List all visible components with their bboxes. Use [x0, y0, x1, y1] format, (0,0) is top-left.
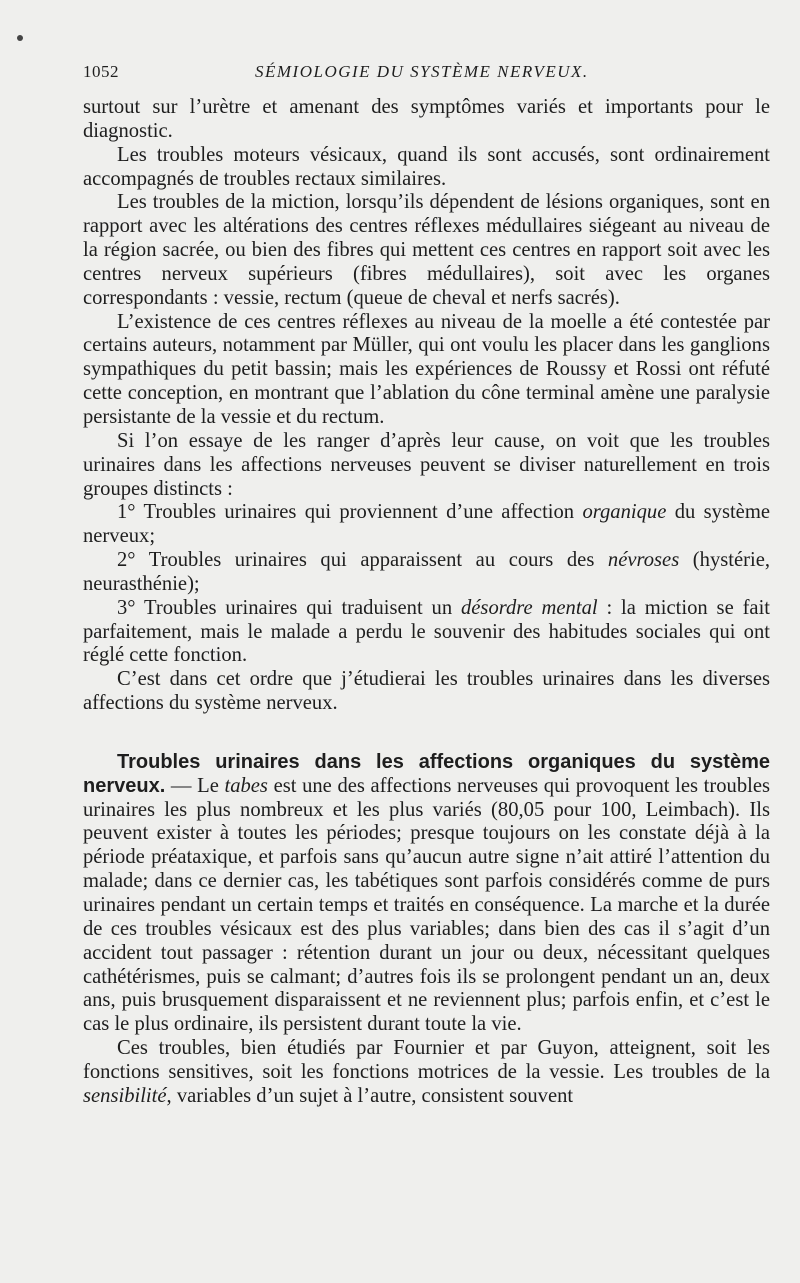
page-number: 1052 [83, 62, 119, 81]
section-paragraph-tabes: Troubles urinaires dans les affections organiques du système nerveux. — Le tabes est une des affections nerveuses qui provoquent les troubles urinaires les plus nombreux et les plus variés (80,05 pour 100, Leimbach). Ils peuvent exister à toutes les périodes; presque toujours on les constate déjà à la période préataxique, et parfois sans qu’aucun autre signe n’ait attiré l’attention du malade; dans ce dernier cas, les tabétiques sont parfois considérés comme de purs urinaires pendant un certain temps et traités en conséquence. La marche et la durée de ces troubles vésicaux est des plus variables; dans bien des cas il s’agit d’un accident tout passager : rétention durant un jour ou deux, nécessitant quelques cathétérismes, puis se calmant; d’autres fois ils se prolongent pendant un an, deux ans, puis brusquement disparaissent et ne reviennent plus; parfois enfin, et c’est le cas le plus ordinaire, ils persistent durant toute la vie. [83, 750, 771, 1036]
emphasis: désordre mental [461, 596, 598, 619]
page-body [83, 96, 770, 1109]
item-number: 1° [117, 501, 136, 524]
paragraph-fournier-guyon: Ces troubles, bien étudiés par Fournier et par Guyon, atteignent, soit les fonctions sensitives, soit les fonctions motrices de la vessie. Les troubles de la sensibilité, variables d’un sujet à l’autre, consistent souvent [83, 1037, 770, 1107]
emphasis: tabes [224, 774, 268, 797]
list-item-desordre-mental: 3° Troubles urinaires qui traduisent un désordre mental : la miction se fait parfaitement, mais le malade a perdu le souvenir des habitudes sociales qui ont réglé cette fonction. [83, 596, 771, 667]
item-number: 2° [117, 549, 136, 572]
paragraph-miction: Les troubles de la miction, lorsqu’ils dépendent de lésions organiques, sont en rapport avec les altérations des centres réflexes médullaires siégeant au niveau de la région sacrée, ou bien des fibres qui mettent ces centres en rapport soit avec les centres nerveux supérieurs (fibres médullaires), soit avec les organes correspondants : vessie, rectum (queue de cheval et nerfs sacrés). [83, 191, 770, 309]
list-item-organique: 1° Troubles urinaires qui proviennent d’une affection organique du système nerveux; [83, 501, 770, 548]
emphasis: névroses [607, 549, 680, 572]
emphasis: organique [582, 501, 667, 524]
emphasis: sensibilité [83, 1084, 167, 1107]
section-spacer [83, 716, 770, 751]
paragraph-moteurs: Les troubles moteurs vésicaux, quand ils sont accusés, sont ordinairement accompagnés de troubles rectaux similaires. [83, 143, 770, 190]
item-number: 3° [117, 596, 136, 619]
ink-speck [17, 35, 23, 41]
paragraph-ordre: C’est dans cet ordre que j’étudierai les troubles urinaires dans les diverses affections du système nerveux. [83, 668, 770, 715]
paragraph-centres-reflexes: L’existence de ces centres réflexes au niveau de la moelle a été contestée par certains auteurs, notamment par Müller, qui ont voulu les placer dans les ganglions sympathiques du petit bassin; mais les expériences de Roussy et Rossi ont réfuté cette conception, en montrant que l’ablation du cône terminal amène une paralysie persistante de la vessie et du rectum. [83, 310, 770, 428]
list-item-nevroses: 2° Troubles urinaires qui apparaissent au cours des névroses (hystérie, neurasthénie); [83, 549, 770, 595]
paragraph-continuation: surtout sur l’urètre et amenant des symptômes variés et importants pour le diagnostic. [83, 96, 770, 142]
paragraph-classification: Si l’on essaye de les ranger d’après leur cause, on voit que les troubles urinaires dans les affections nerveuses peuvent se diviser naturellement en trois groupes distincts : [83, 429, 770, 500]
running-title: SÉMIOLOGIE DU SYSTÈME NERVEUX. [255, 62, 589, 81]
running-header [83, 62, 763, 86]
section-heading: Troubles urinaires dans les affections organiques du système nerveux. [83, 750, 770, 797]
